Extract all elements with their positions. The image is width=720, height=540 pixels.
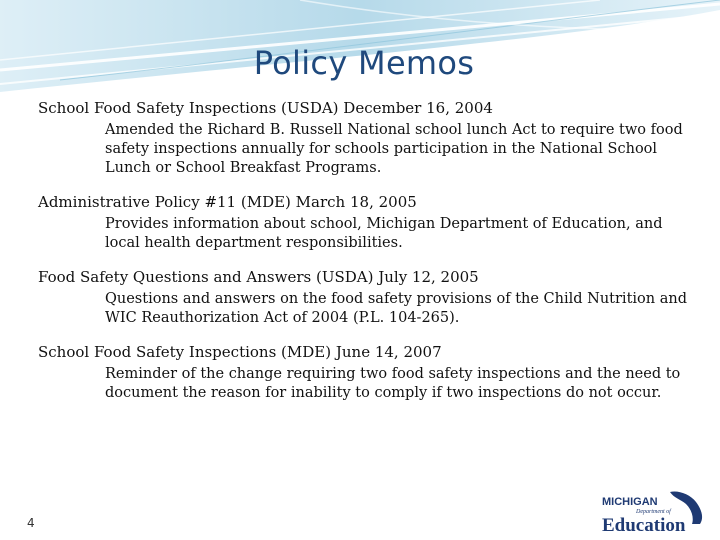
logo-department-text: Department of [636, 509, 671, 515]
memo-item [38, 267, 688, 328]
memo-description: Amended the Richard B. Russell National school lunch Act to require two food safety inspections annually for schools participation in the National School Lunch or School Breakfast Programs. [105, 122, 683, 176]
memo-heading: Administrative Policy #11 (MDE) March 18, 2005 [38, 193, 417, 211]
memo-heading: School Food Safety Inspections (USDA) December 16, 2004 [38, 99, 493, 117]
memo-list [38, 98, 688, 417]
page-number: 4 [27, 516, 35, 530]
memo-heading: School Food Safety Inspections (MDE) June 14, 2007 [38, 343, 442, 361]
memo-description: Questions and answers on the food safety provisions of the Child Nutrition and WIC Reauthorization Act of 2004 (P.L. 104-265). [105, 291, 687, 326]
memo-item [38, 98, 688, 178]
page-title: Policy Memos [253, 44, 475, 82]
memo-item [38, 342, 688, 403]
memo-description: Reminder of the change requiring two food safety inspections and the need to document the reason for inability to comply if two inspections do not occur. [105, 366, 681, 401]
logo-education-text: Education [602, 515, 686, 534]
memo-description: Provides information about school, Michigan Department of Education, and local health department responsibilities. [105, 216, 663, 251]
memo-item [38, 192, 688, 253]
memo-heading: Food Safety Questions and Answers (USDA) July 12, 2005 [38, 268, 479, 286]
logo-michigan-text: MICHIGAN [602, 496, 658, 508]
michigan-education-logo [596, 488, 708, 534]
